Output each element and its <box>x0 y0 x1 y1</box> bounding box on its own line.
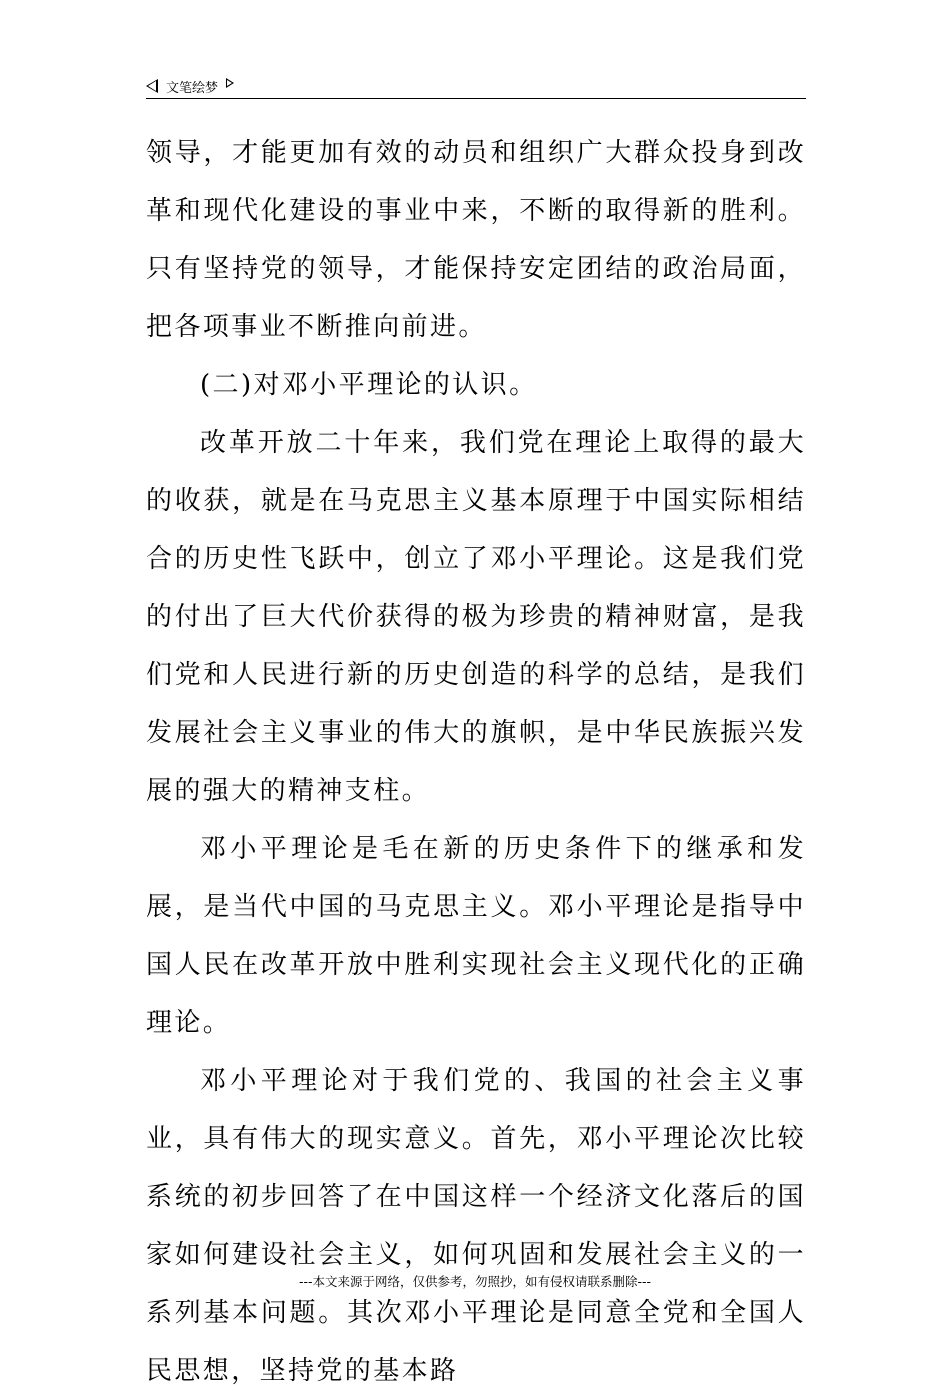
footer-notice: ---本文来源于网络，仅供参考，勿照抄，如有侵权请联系删除--- <box>298 1274 652 1289</box>
header-title: 文笔绘梦 <box>166 80 219 96</box>
paragraph: 改革开放二十年来，我们党在理论上取得的最大的收获，就是在马克思主义基本原理于中国实际相结合的历史性飞跃中，创立了邓小平理论。这是我们党的付出了巨大代价获得的极为珍贵的精神财富，是我们党和人民进行新的历史创造的科学的总结，是我们发展社会主义事业的伟大的旗帜，是中华民族振兴发展的强大的精神支柱。 <box>146 428 806 806</box>
triangle-right-icon <box>226 78 234 88</box>
document-body <box>146 124 806 1400</box>
paragraph-continuation: 领导，才能更加有效的动员和组织广大群众投身到改革和现代化建设的事业中来，不断的取得新的胜利。只有坚持党的领导，才能保持安定团结的政治局面，把各项事业不断推向前进。 <box>146 138 806 342</box>
section-heading: (二)对邓小平理论的认识。 <box>200 370 538 400</box>
paragraph: 邓小平理论对于我们党的、我国的社会主义事业，具有伟大的现实意义。首先，邓小平理论次比较系统的初步回答了在中国这样一个经济文化落后的国家如何建设社会主义，如何巩固和发展社会主义的一系列基本问题。其次邓小平理论是同意全党和全国人民思想，坚持党的基本路 <box>146 1066 806 1386</box>
header-divider <box>146 98 806 99</box>
triangle-left-icon <box>146 79 158 93</box>
paragraph: 邓小平理论是毛在新的历史条件下的继承和发展，是当代中国的马克思主义。邓小平理论是指导中国人民在改革开放中胜利实现社会主义现代化的正确理论。 <box>146 834 806 1038</box>
page-header <box>146 74 806 98</box>
